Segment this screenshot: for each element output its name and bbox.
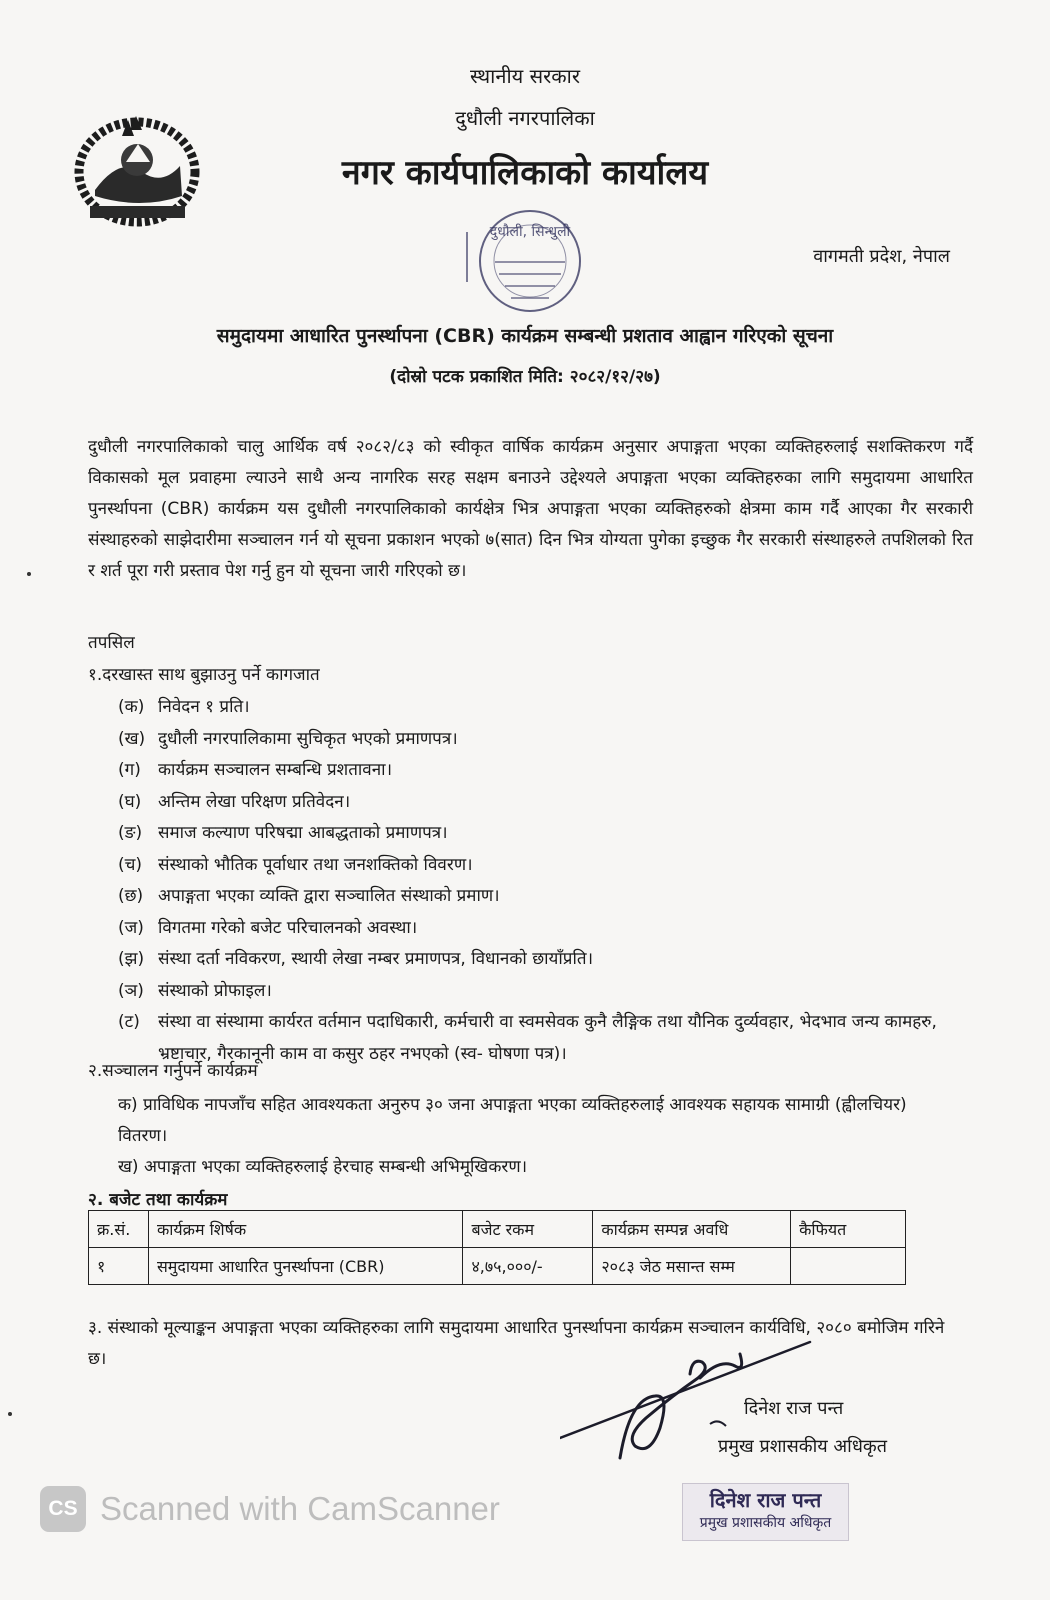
list-item [118,755,978,787]
list-item [118,818,978,850]
item-marker: (ङ) [118,823,143,843]
list-item: ख) अपाङ्गता भएका व्यक्तिहरुलाई हेरचाह सम्बन्धी अभिमूखिकरण। [118,1157,528,1177]
documents-section-title: १.दरखास्त साथ बुझाउनु पर्ने कागजात [88,665,320,685]
list-item: क) प्राविधिक नापजाँच सहित आवश्यकता अनुरुप ३० जना अपाङ्गता भएका व्यक्तिहरुलाई आवश्यक सहायक सामाग्री (ह्वीलचियर) वितरण। [118,1095,907,1146]
item-text: कार्यक्रम सञ्चालन सम्बन्धि प्रशतावना। [158,760,393,780]
budget-table [88,1210,906,1285]
camscanner-watermark: Scanned with CamScanner [100,1490,500,1527]
item-text: निवेदन १ प्रति। [158,697,250,717]
column-header: कार्यक्रम शिर्षक [148,1211,462,1248]
list-item [118,913,978,945]
item-text: संस्थाको भौतिक पूर्वाधार तथा जनशक्तिको विवरण। [158,854,473,875]
notice-title: समुदायमा आधारित पुनर्स्थापना (CBR) कार्यक्रम सम्बन्धी प्रशताव आह्वान गरिएको सूचना [216,325,834,347]
signatory-title: प्रमुख प्रशासकीय अधिकृत [718,1436,887,1457]
intro-paragraph: दुधौली नगरपालिकाको चालु आर्थिक वर्ष २०८२/८३ को स्वीकृत वार्षिक कार्यक्रम अनुसार अपाङ्गता भएका व्यक्तिहरुलाई सशक्तिकरण गर्दै विकासको मूल प्रवाहमा ल्याउने साथै अन्य नागरिक सरह सक्षम बनाउने उद्देश्यले अपाङ्गता भएका व्यक्तिहरुका लागि समुदायमा आधारित पुनर्स्थापना (CBR) कार्यक्रम यस दुधौली नगरपालिकाको कार्यक्षेत्र भित्र अपाङ्गता भएका व्यक्तिहरुको क्षेत्रमा काम गर्दै आएका गैर सरकारी संस्थाहरुको साझेदारीमा सञ्चालन गर्न यो सूचना प्रकाशन भएको ७(सात) दिन भित्र योग्यता पुगेका इच्छुक गैर सरकारी संस्थाहरुले तपशिलको रित र शर्त पूरा गरी प्रस्ताव पेश गर्नु हुन यो सूचना जारी गरिएको छ। [88,437,973,581]
schedule-heading: तपसिल [88,633,135,653]
table-cell: २०८३ जेठ मसान्त सम्म [593,1248,791,1285]
table-cell: १ [89,1248,149,1285]
office-seal [465,202,595,320]
signatory-name: दिनेश राज पन्त [744,1398,844,1419]
municipality-name: दुधौली नगरपालिका [455,106,595,130]
province-location: वागमती प्रदेश, नेपाल [813,246,950,267]
item-marker: (ञ) [118,980,144,1001]
publication-date: (दोस्रो पटक प्रकाशित मिति: २०८२/१२/२७) [389,367,661,387]
government-level: स्थानीय सरकार [470,64,580,88]
budget-section-title: २. बजेट तथा कार्यक्रम [88,1190,228,1210]
list-item [118,881,978,913]
item-marker: (ग) [118,760,141,780]
table-cell: ४,७५,०००/- [463,1248,593,1285]
item-text: दुधौली नगरपालिकामा सुचिकृत भएको प्रमाणपत्र। [158,728,458,749]
item-text: संस्था दर्ता नविकरण, स्थायी लेखा नम्बर प्रमाणपत्र, विधानको छायाँप्रति। [158,949,594,969]
table-cell: समुदायमा आधारित पुनर्स्थापना (CBR) [148,1248,462,1285]
scan-speck [8,1412,12,1416]
name-stamp-name: दिनेश राज पन्त [709,1488,822,1512]
item-marker: (क) [118,697,145,717]
column-header: कैफियत [791,1211,906,1248]
item-text: संस्था वा संस्थामा कार्यरत वर्तमान पदाधिकारी, कर्मचारी वा स्वमसेवक कुनै लैङ्गिक तथा यौनिक दुर्व्यवहार, भेदभाव जन्य कामहरु, भ्रष्टाचार, गैरकानूनी काम वा कसुर ठहर नभएको (स्व- घोषणा पत्र)। [158,1012,937,1064]
programs-section-title: २.सञ्चालन गर्नुपर्ने कार्यक्रम [88,1061,258,1081]
column-header: बजेट रकम [463,1211,593,1248]
evaluation-paragraph: ३. संस्थाको मूल्याङ्कन अपाङ्गता भएका व्यक्तिहरुका लागि समुदायमा आधारित पुनर्स्थापना कार्यक्रम सञ्चालन कार्यविधि, २०८० बमोजिम गरिने छ। [88,1318,945,1369]
scan-speck [27,572,31,576]
item-text: अपाङ्गता भएका व्यक्ति द्वारा सञ्चालित संस्थाको प्रमाण। [158,886,500,906]
item-marker: (च) [118,854,143,875]
list-item [118,787,978,819]
table-row [89,1248,906,1285]
item-marker: (ट) [118,1012,140,1032]
list-item [118,724,978,756]
item-marker: (घ) [118,791,142,812]
item-text: विगतमा गरेको बजेट परिचालनको अवस्था। [158,917,418,938]
office-seal-label: दुधौली, सिन्धुली [489,224,571,240]
item-marker: (छ) [118,886,144,906]
list-item [118,692,978,724]
item-marker: (झ) [118,949,145,969]
item-marker: (ज) [118,917,144,938]
item-text: अन्तिम लेखा परिक्षण प्रतिवेदन। [158,791,351,812]
column-header: कार्यक्रम सम्पन्न अवधि [593,1211,791,1248]
column-header: क्र.सं. [89,1211,149,1248]
programs-list [118,1090,958,1183]
list-item [118,850,978,882]
documents-list [118,692,978,1070]
item-text: संस्थाको प्रोफाइल। [158,980,272,1001]
table-header-row [89,1211,906,1248]
list-item [118,944,978,976]
table-cell [791,1248,906,1285]
camscanner-logo-icon: CS [40,1486,86,1532]
item-text: समाज कल्याण परिषद्मा आबद्धताको प्रमाणपत्र। [158,823,448,843]
name-stamp [682,1483,849,1541]
office-name: नगर कार्यपालिकाको कार्यालय [341,153,709,193]
list-item [118,976,978,1008]
name-stamp-title: प्रमुख प्रशासकीय अधिकृत [699,1515,832,1531]
item-marker: (ख) [118,728,146,749]
